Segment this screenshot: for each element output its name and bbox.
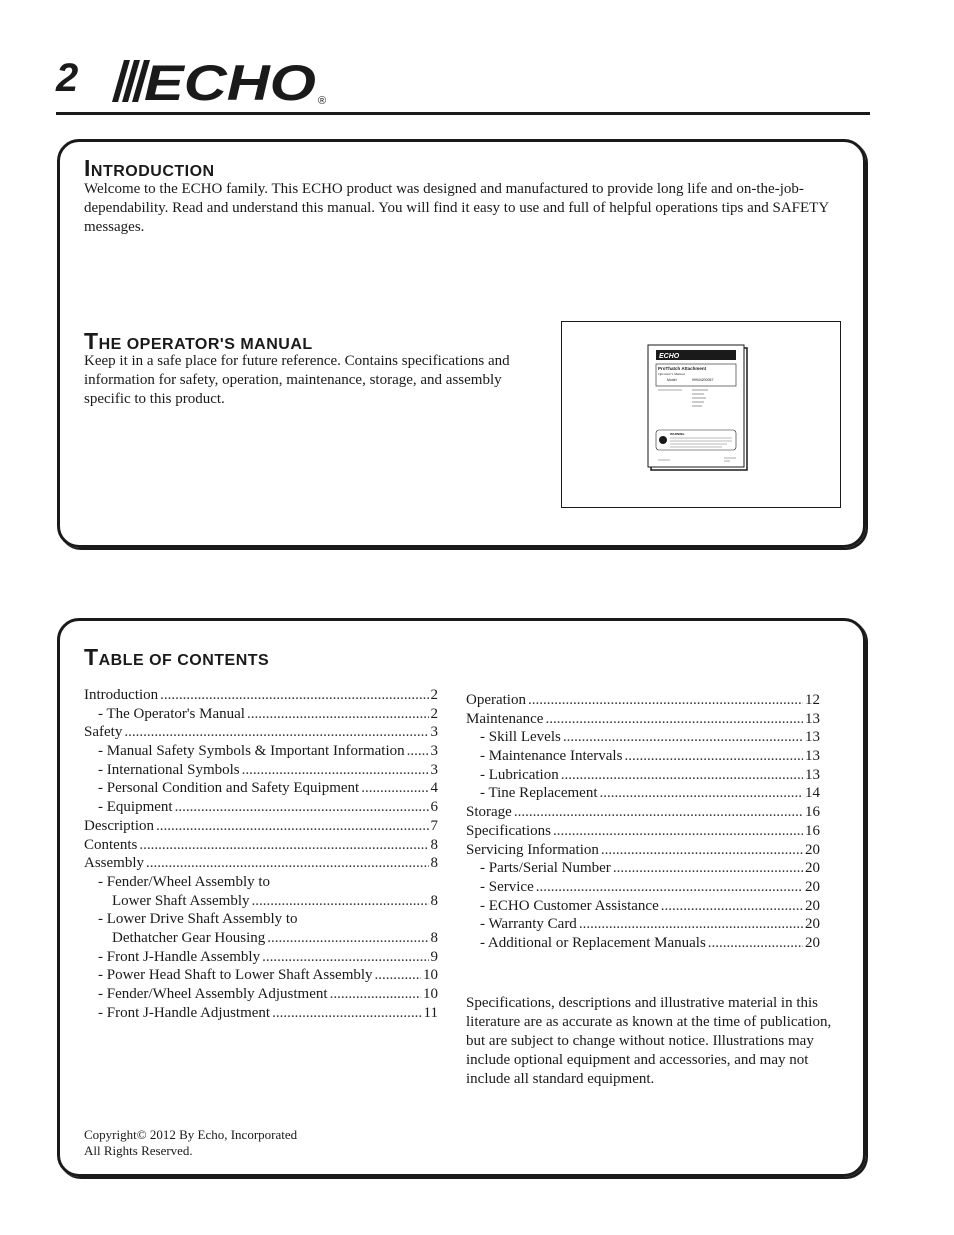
toc-leader-dots bbox=[561, 767, 803, 784]
toc-entry-label: Maintenance bbox=[466, 710, 544, 727]
toc-entry-label: - Additional or Replacement Manuals bbox=[480, 934, 706, 951]
toc-leader-dots bbox=[251, 893, 428, 910]
toc-entry bbox=[466, 729, 820, 748]
toc-entry-label: - Front J-Handle Adjustment bbox=[98, 1004, 271, 1021]
toc-entry-page: 20 bbox=[805, 860, 820, 877]
toc-entry-page: 2 bbox=[430, 687, 438, 703]
toc-entry-label: - Lubrication bbox=[480, 766, 559, 783]
toc-entry bbox=[466, 860, 820, 879]
toc-entry-label: - Parts/Serial Number bbox=[480, 860, 611, 877]
toc-entry-label: Storage bbox=[466, 804, 512, 821]
toc-entry-page: 20 bbox=[805, 934, 820, 951]
toc-entry bbox=[466, 711, 820, 730]
toc-entry-label: Operation bbox=[466, 692, 526, 708]
toc-leader-dots bbox=[661, 898, 803, 915]
toc-entry bbox=[466, 842, 820, 861]
toc-leader-dots bbox=[407, 743, 429, 760]
toc-right-column bbox=[466, 692, 820, 954]
toc-leader-dots bbox=[599, 785, 803, 802]
toc-entry-page: 8 bbox=[430, 892, 438, 909]
toc-entry-page: 11 bbox=[423, 1004, 438, 1021]
toc-entry-label: - Personal Condition and Safety Equipment bbox=[98, 780, 360, 797]
toc-entry-label: - Warranty Card bbox=[480, 916, 577, 933]
toc-leader-dots bbox=[175, 799, 429, 816]
toc-leader-dots bbox=[553, 823, 803, 840]
toc-entry-page: 6 bbox=[430, 799, 438, 816]
thumb-brand: ECHO bbox=[659, 353, 680, 360]
toc-leader-dots bbox=[160, 687, 428, 704]
toc-entry-page: 13 bbox=[805, 729, 820, 746]
page-number: 2 bbox=[56, 56, 79, 100]
toc-entry bbox=[84, 949, 438, 968]
toc-entry-label: Servicing Information bbox=[466, 841, 599, 858]
toc-entry-page: 2 bbox=[430, 705, 438, 722]
toc-entry bbox=[466, 785, 820, 804]
toc-entry bbox=[84, 799, 438, 818]
toc-entry-page: 14 bbox=[805, 785, 820, 802]
toc-entry-page: 9 bbox=[430, 948, 438, 965]
toc-entry-page: 16 bbox=[805, 822, 820, 839]
manual-cover-thumbnail bbox=[562, 322, 840, 507]
toc-entry bbox=[84, 986, 438, 1005]
toc-leader-dots bbox=[330, 986, 421, 1003]
toc-entry-page: 8 bbox=[430, 836, 438, 853]
toc-entry bbox=[466, 823, 820, 842]
echo-logo bbox=[110, 58, 330, 106]
toc-entry bbox=[84, 1005, 438, 1024]
toc-leader-dots bbox=[156, 818, 429, 835]
toc-entry-label: Introduction bbox=[84, 687, 159, 703]
toc-left-column bbox=[84, 687, 438, 1023]
toc-entry bbox=[84, 780, 438, 799]
introduction-body: Welcome to the ECHO family. This ECHO product was designed and manufactured to provide long life and on-the-job-dependability. Read and understand this manual. You will find it easy to use and full of helpful operations tips and SAFETY messages. bbox=[84, 181, 829, 235]
toc-entry-page: 4 bbox=[430, 780, 438, 797]
logo-wordmark: ECHO bbox=[144, 58, 317, 106]
disclaimer-text: Specifications, descriptions and illustrative material in this literature are as accurate as known at the time of publication, but are subject to change without notice. Illustrations may include optional equipment and accessories, and may not include all standard equipment. bbox=[466, 995, 832, 1087]
toc-entry-page: 8 bbox=[430, 855, 438, 872]
thumb-product: ProThatch Attachment bbox=[658, 366, 707, 371]
thumb-warning-label: WARNING bbox=[670, 432, 685, 436]
toc-entry-label: - Fender/Wheel Assembly to bbox=[98, 873, 271, 890]
toc-entry-page: 8 bbox=[430, 929, 438, 946]
toc-entry-label: Specifications bbox=[466, 822, 551, 839]
toc-entry-label: Dethatcher Gear Housing bbox=[112, 929, 266, 946]
toc-entry-label: - Front J-Handle Assembly bbox=[98, 948, 261, 965]
toc-leader-dots bbox=[545, 711, 803, 728]
thumb-model-value: 99944200057 bbox=[692, 378, 714, 382]
thumb-subtitle: Operator's Manual bbox=[658, 372, 685, 376]
toc-entry-page: 3 bbox=[430, 743, 438, 760]
toc-entry-label: - Fender/Wheel Assembly Adjustment bbox=[98, 986, 328, 1002]
toc-entry-page: 10 bbox=[423, 967, 438, 984]
toc-entry bbox=[84, 818, 438, 837]
toc-entry bbox=[84, 706, 438, 725]
toc-leader-dots bbox=[514, 804, 803, 821]
toc-entry bbox=[84, 893, 438, 912]
toc-entry-page: 13 bbox=[805, 748, 820, 765]
toc-leader-dots bbox=[375, 967, 421, 984]
toc-entry-page: 10 bbox=[423, 986, 438, 1002]
toc-entry-page: 20 bbox=[805, 897, 820, 914]
toc-entry bbox=[466, 898, 820, 917]
toc-leader-dots bbox=[272, 1005, 421, 1022]
toc-entry bbox=[466, 748, 820, 767]
toc-entry-page: 13 bbox=[805, 766, 820, 783]
toc-entry bbox=[84, 762, 438, 781]
toc-leader-dots bbox=[624, 748, 803, 765]
toc-leader-dots bbox=[242, 762, 429, 779]
toc-entry bbox=[466, 916, 820, 935]
toc-entry-page: 20 bbox=[805, 841, 820, 858]
operators-manual-body: Keep it in a safe place for future reference. Contains specifications and information for safety, operation, maintenance, storage, and assembly specific to this product. bbox=[84, 353, 510, 407]
toc-entry-label: - Manual Safety Symbols & Important Information bbox=[98, 743, 405, 760]
toc-entry-label: Contents bbox=[84, 836, 138, 853]
toc-entry-label: - Power Head Shaft to Lower Shaft Assembly bbox=[98, 967, 373, 984]
toc-entry bbox=[466, 692, 820, 711]
toc-leader-dots bbox=[361, 780, 428, 797]
manual-cover-illustration bbox=[561, 321, 841, 508]
toc-entry bbox=[466, 879, 820, 898]
toc-leader-dots bbox=[139, 837, 428, 854]
toc-entry-label: - The Operator's Manual bbox=[98, 705, 245, 722]
toc-entry bbox=[84, 724, 438, 743]
introduction-title: INTRODUCTION bbox=[84, 155, 215, 181]
toc-entry bbox=[466, 804, 820, 823]
toc-leader-dots bbox=[536, 879, 803, 896]
toc-entry-page: 12 bbox=[805, 692, 820, 708]
toc-entry-page: 20 bbox=[805, 916, 820, 933]
toc-entry bbox=[84, 855, 438, 874]
toc-leader-dots bbox=[613, 860, 803, 877]
toc-entry bbox=[84, 967, 438, 986]
toc-leader-dots bbox=[267, 930, 428, 947]
toc-leader-dots bbox=[146, 855, 429, 872]
toc-entry-label: - Maintenance Intervals bbox=[480, 748, 623, 765]
toc-entry-label: - Tine Replacement bbox=[480, 785, 598, 802]
toc-entry bbox=[84, 837, 438, 856]
toc-entry-label: - ECHO Customer Assistance bbox=[480, 897, 659, 914]
toc-entry bbox=[84, 743, 438, 762]
toc-entry-page: 16 bbox=[805, 804, 820, 821]
toc-leader-dots bbox=[262, 949, 428, 966]
thumb-model-label: Model bbox=[667, 378, 677, 382]
header-rule bbox=[56, 112, 870, 115]
toc-title: TABLE OF CONTENTS bbox=[84, 644, 270, 670]
toc-entry bbox=[466, 767, 820, 786]
toc-entry-label: Safety bbox=[84, 724, 123, 741]
toc-entry-page: 20 bbox=[805, 878, 820, 895]
thumb-warning-icon bbox=[659, 436, 667, 444]
toc-entry-label: - Service bbox=[480, 878, 534, 895]
toc-entry-page: 13 bbox=[805, 710, 820, 727]
toc-entry-label: Assembly bbox=[84, 855, 144, 872]
toc-entry-label: Description bbox=[84, 817, 154, 834]
toc-entry bbox=[84, 930, 438, 949]
toc-leader-dots bbox=[124, 724, 428, 741]
toc-leader-dots bbox=[247, 706, 429, 723]
toc-entry-page: 3 bbox=[430, 724, 438, 741]
toc-entry-page: 3 bbox=[430, 761, 438, 778]
toc-leader-dots bbox=[563, 729, 803, 746]
copyright-line-2: All Rights Reserved. bbox=[84, 1143, 193, 1158]
toc-entry bbox=[466, 935, 820, 954]
copyright-line-1: Copyright© 2012 By Echo, Incorporated bbox=[84, 1127, 298, 1142]
toc-entry bbox=[84, 874, 438, 893]
toc-entry-label: - Lower Drive Shaft Assembly to bbox=[98, 911, 298, 928]
operators-manual-title: THE OPERATOR'S MANUAL bbox=[84, 328, 313, 354]
toc-entry-label: - Skill Levels bbox=[480, 729, 561, 746]
toc-entry bbox=[84, 687, 438, 706]
toc-entry-label: - Equipment bbox=[98, 799, 173, 816]
toc-entry bbox=[84, 911, 438, 930]
toc-leader-dots bbox=[579, 916, 803, 933]
toc-entry-page: 7 bbox=[430, 817, 438, 834]
toc-leader-dots bbox=[528, 692, 803, 709]
logo-registered-mark: ® bbox=[318, 95, 327, 106]
toc-entry-label: - International Symbols bbox=[98, 761, 240, 778]
toc-entry-label: Lower Shaft Assembly bbox=[112, 892, 250, 909]
toc-leader-dots bbox=[708, 935, 803, 952]
toc-leader-dots bbox=[601, 842, 803, 859]
